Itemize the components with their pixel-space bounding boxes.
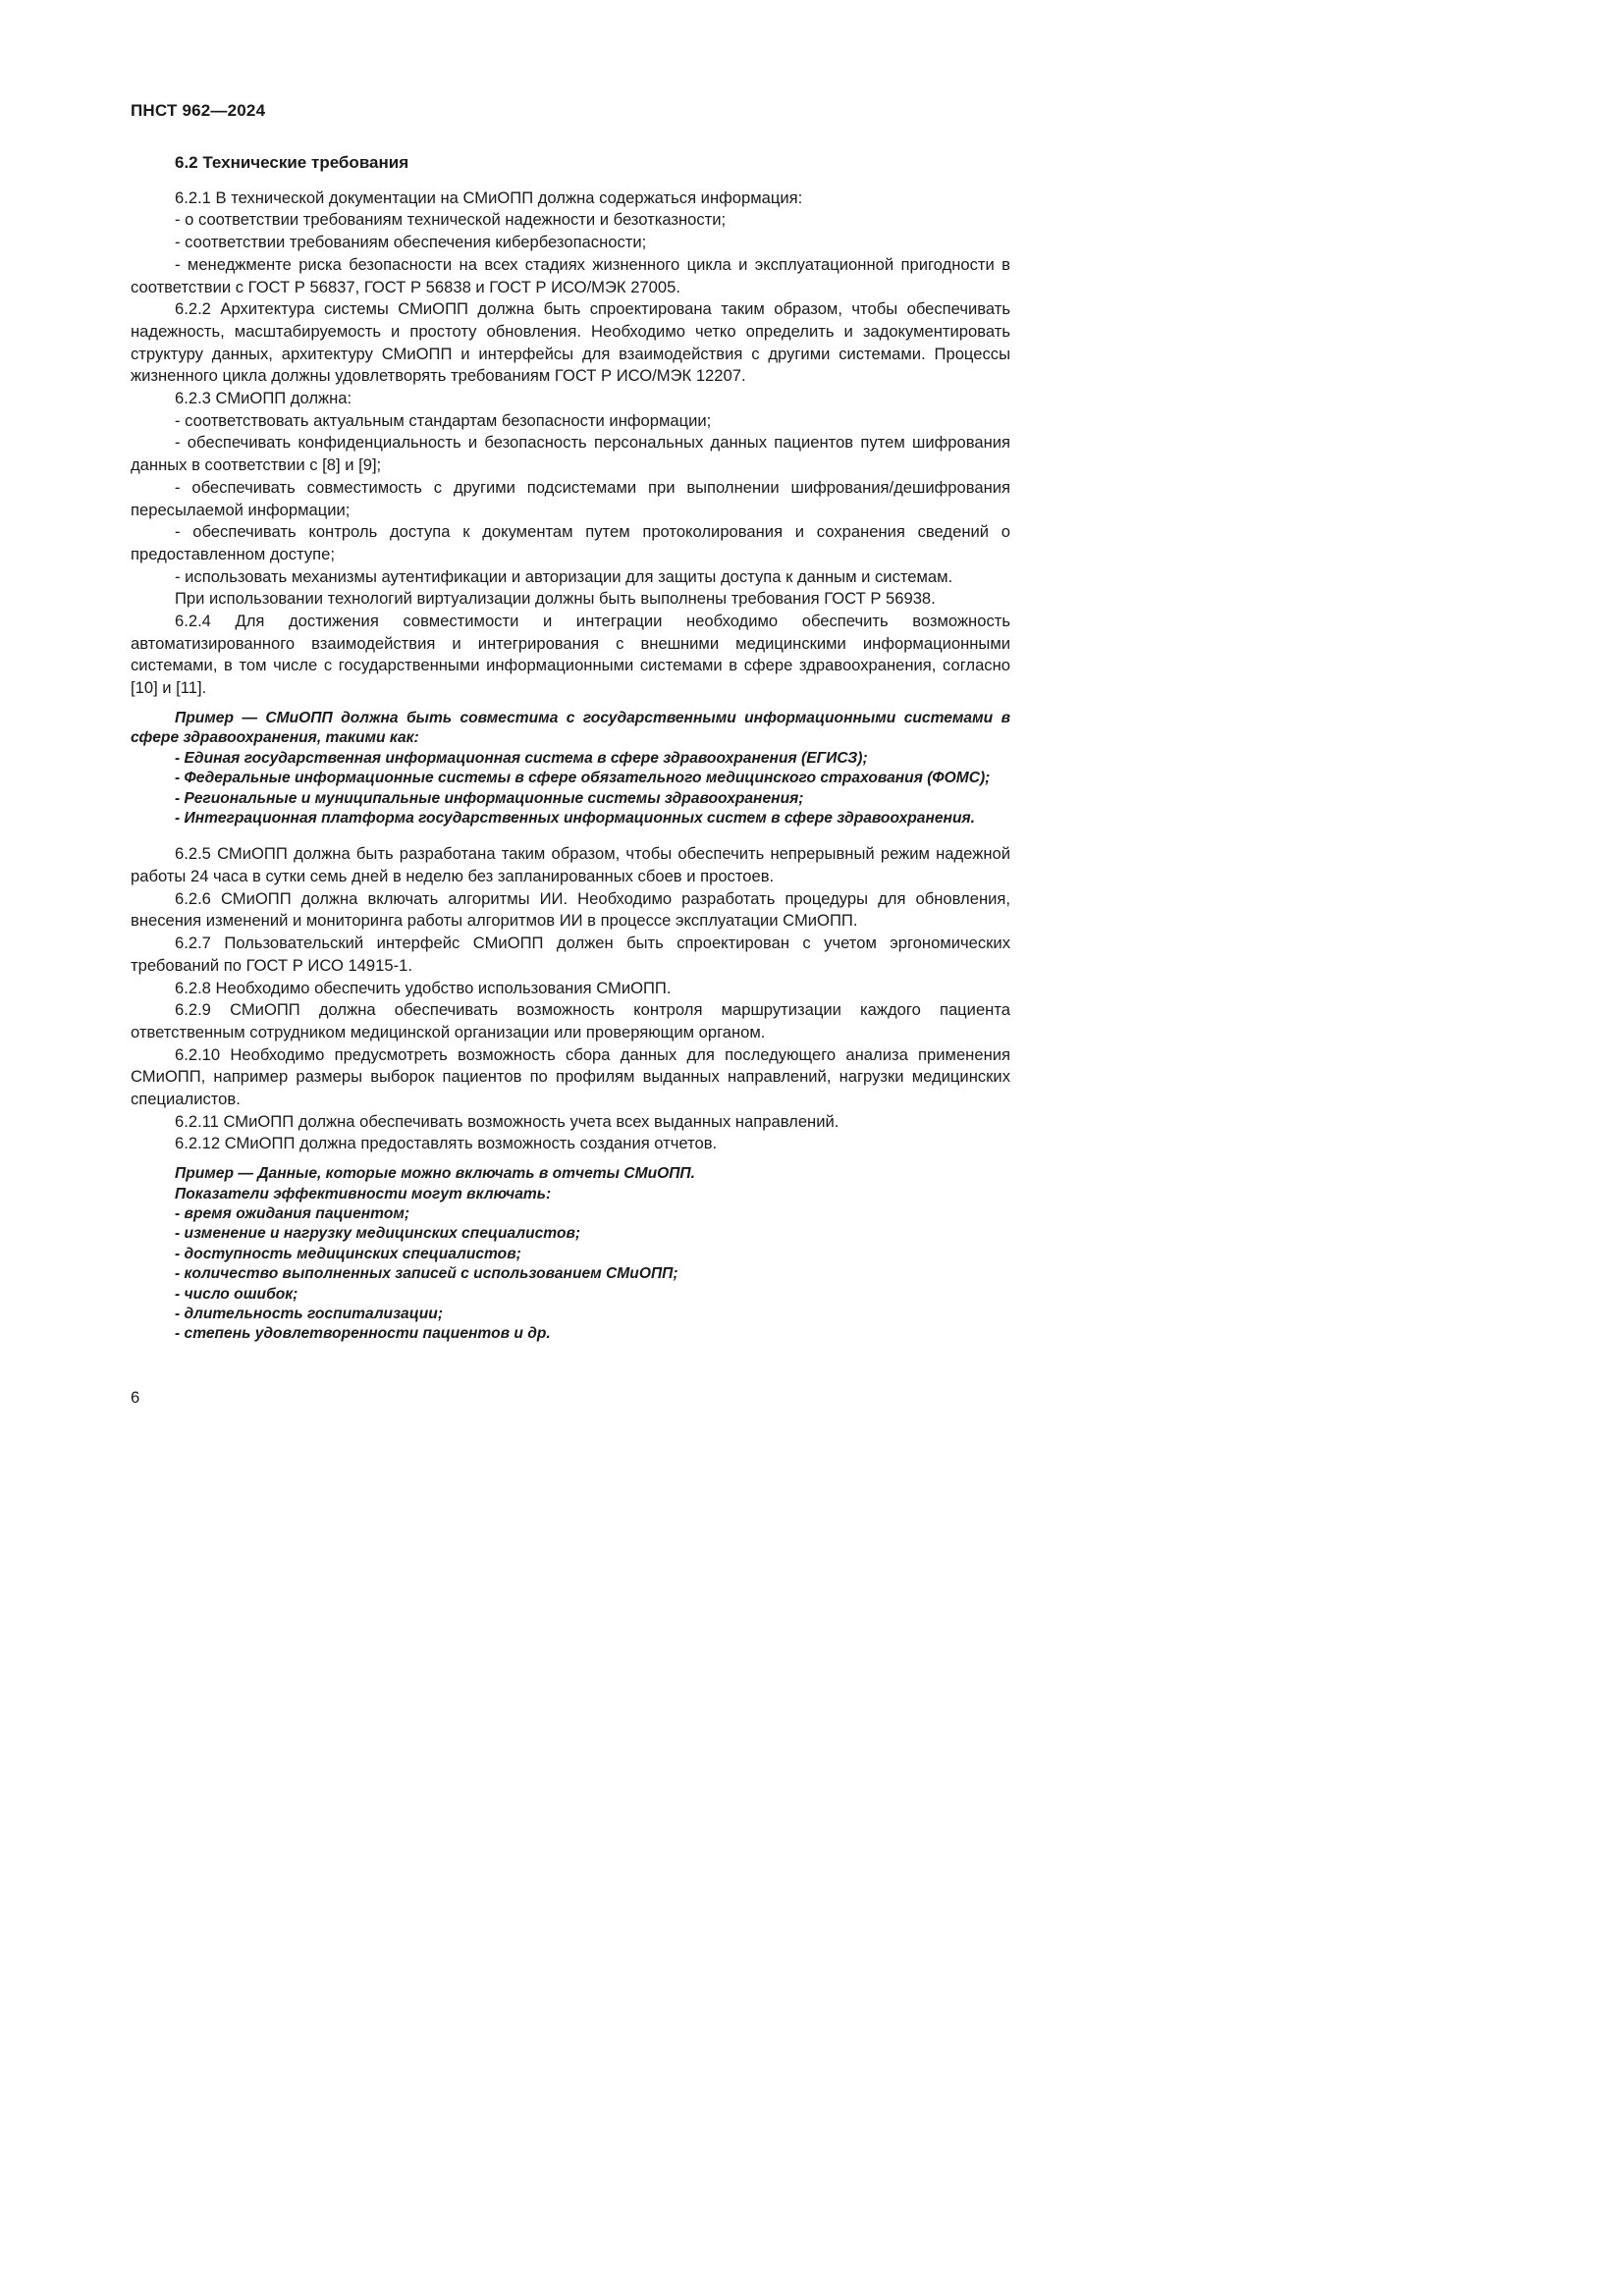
example-block-reports [131,1164,1010,1345]
clause-6-2-12: 6.2.12 СМиОПП должна предоставлять возможность создания отчетов. [175,1134,718,1153]
example-item: - число ошибок; [175,1285,298,1303]
example-item: - Региональные и муниципальные информационные системы здравоохранения; [175,789,804,807]
list-item: - обеспечивать контроль доступа к документам путем протоколирования и сохранения сведений о предоставленном доступе; [131,522,1010,563]
list-item: - использовать механизмы аутентификации и авторизации для защиты доступа к данным и системам. [175,566,953,586]
list-item: - менеджменте риска безопасности на всех стадиях жизненного цикла и эксплуатационной пригодности в соответствии с ГОСТ Р 56837, ГОСТ Р 56838 и ГОСТ Р ИСО/МЭК 27005. [131,254,1010,296]
clause-6-2-9: 6.2.9 СМиОПП должна обеспечивать возможность контроля маршрутизации каждого пациента ответственным сотрудником медицинской организации или проверяющим органом. [131,1000,1010,1041]
list-item: - соответствовать актуальным стандартам безопасности информации; [175,410,712,430]
example-block [131,709,1010,828]
example-subtitle: Показатели эффективности могут включать: [175,1185,552,1202]
clause-6-2-5: 6.2.5 СМиОПП должна быть разработана таким образом, чтобы обеспечить непрерывный режим надежной работы 24 часа в сутки семь дней в неделю без запланированных сбоев и простоев. [131,844,1010,886]
clause-6-2-1: 6.2.1 В технической документации на СМиОПП должна содержаться информация: [175,187,803,207]
document-body [131,152,1010,1345]
example-item: - Единая государственная информационная система в сфере здравоохранения (ЕГИСЗ); [175,749,868,767]
clause-6-2-11: 6.2.11 СМиОПП должна обеспечивать возможность учета всех выданных направлений. [175,1111,839,1131]
list-item: - о соответствии требованиям технической надежности и безотказности; [175,210,727,230]
example-item: - степень удовлетворенности пациентов и др. [175,1325,551,1343]
clause-6-2-10: 6.2.10 Необходимо предусмотреть возможность сбора данных для последующего анализа применения СМиОПП, например размеры выборок пациентов по профилям выданных направлений, нагрузки медицинских специалистов. [131,1044,1010,1109]
example-item: - Интеграционная платформа государственных информационных систем в сфере здравоохранения. [175,809,976,827]
clause-6-2-7: 6.2.7 Пользовательский интерфейс СМиОПП должен быть спроектирован с учетом эргономических требований по ГОСТ Р ИСО 14915-1. [131,934,1010,975]
list-item: - обеспечивать совместимость с другими подсистемами при выполнении шифрования/дешифрования пересылаемой информации; [131,477,1010,519]
list-item: - обеспечивать конфиденциальность и безопасность персональных данных пациентов путем шифрования данных в соответствии с [8] и [9]; [131,433,1010,475]
clause-6-2-3: 6.2.3 СМиОПП должна: [175,389,352,408]
example-intro: Пример — Данные, которые можно включать в отчеты СМиОПП. [175,1165,695,1183]
example-intro: Пример — СМиОПП должна быть совместима с государственными информационными системами в сфере здравоохранения, такими как: [131,709,1010,747]
list-item: - соответствии требованиям обеспечения кибербезопасности; [175,233,647,252]
example-item: - Федеральные информационные системы в сфере обязательного медицинского страхования (ФОМС); [175,770,991,787]
example-item: - длительность госпитализации; [175,1306,444,1322]
document-id: ПНСТ 962—2024 [131,101,266,120]
document-page [0,0,1086,1534]
clause-6-2-8: 6.2.8 Необходимо обеспечить удобство использования СМиОПП. [175,978,672,997]
clause-6-2-6: 6.2.6 СМиОПП должна включать алгоритмы ИИ. Необходимо разработать процедуры для обновления, внесения изменений и мониторинга работы алгоритмов ИИ в процессе эксплуатации СМиОПП. [131,888,1010,931]
clause-6-2-4: 6.2.4 Для достижения совместимости и интеграции необходимо обеспечить возможность автоматизированного взаимодействия и интегрирования с внешними медицинскими информационными системами, в том числе с государственными информационными системами в сфере здравоохранения, согласно [10] и [11]. [131,612,1010,698]
example-item: - доступность медицинских специалистов; [175,1245,521,1262]
example-item: - изменение и нагрузку медицинских специалистов; [175,1225,581,1243]
virtualization-note: При использовании технологий виртуализации должны быть выполнены требования ГОСТ Р 56938. [175,589,936,609]
example-item: - время ожидания пациентом; [175,1204,410,1222]
page-number: 6 [131,1388,140,1407]
example-item: - количество выполненных записей с использованием СМиОПП; [175,1265,678,1283]
clause-6-2-2: 6.2.2 Архитектура системы СМиОПП должна быть спроектирована таким образом, чтобы обеспечивать надежность, масштабируемость и простоту обновления. Необходимо четко определить и задокументировать структуру данных, архитектуру СМиОПП и интерфейсы для взаимодействия с другими системами. Процессы жизненного цикла должны удовлетворять требованиям ГОСТ Р ИСО/МЭК 12207. [131,299,1010,386]
section-title: 6.2 Технические требования [175,153,409,172]
